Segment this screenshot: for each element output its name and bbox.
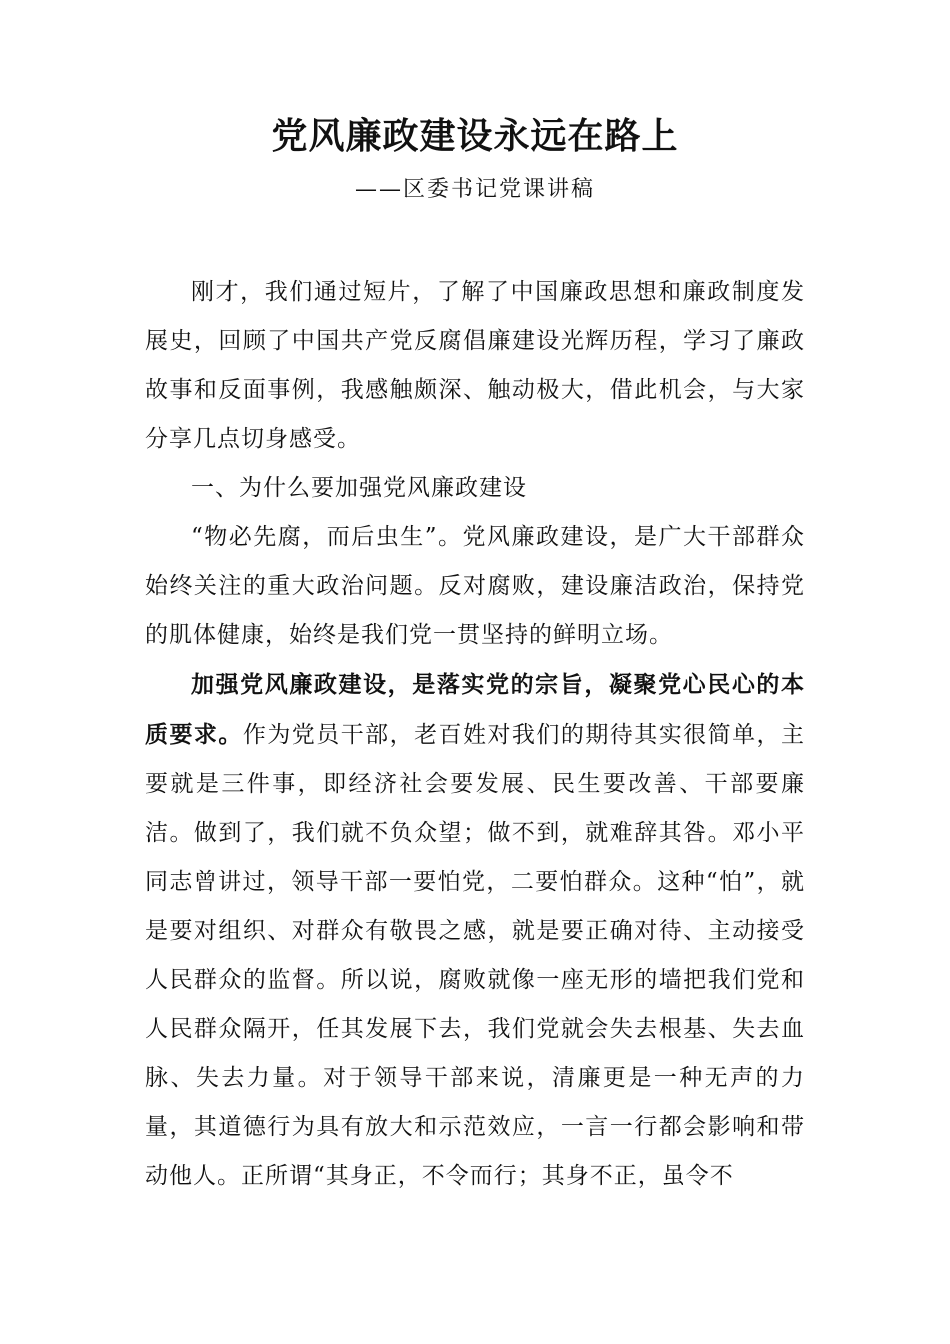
- document-subtitle: ——区委书记党课讲稿: [354, 177, 595, 202]
- paragraph-essential-requirement: [145, 660, 805, 1201]
- paragraph-lead-bold: 加强党风廉政建设，是落实党的宗旨，凝聚党心民心的本质要求。: [145, 671, 805, 748]
- paragraph-quote: “物必先腐，而后虫生”。党风廉政建设，是广大干部群众始终关注的重大政治问题。反对腐败，建设廉洁政治，保持党的肌体健康，始终是我们党一贯坚持的鲜明立场。: [145, 524, 805, 648]
- document-body: [145, 268, 805, 1201]
- paragraph-intro: 刚才，我们通过短片，了解了中国廉政思想和廉政制度发展史，回顾了中国共产党反腐倡廉建设光辉历程，学习了廉政故事和反面事例，我感触颇深、触动极大，借此机会，与大家分享几点切身感受。: [145, 279, 805, 452]
- section-heading-1: 一、为什么要加强党风廉政建设: [191, 475, 527, 501]
- document-title: 党风廉政建设永远在路上: [271, 116, 679, 157]
- paragraph-body: 作为党员干部，老百姓对我们的期待其实很简单，主要就是三件事，即经济社会要发展、民生要改善、干部要廉洁。做到了，我们就不负众望；做不到，就难辞其咎。邓小平同志曾讲过，领导干部一要怕党，二要怕群众。这种“怕”，就是要对组织、对群众有敬畏之感，就是要正确对待、主动接受人民群众的监督。所以说，腐败就像一座无形的墙把我们党和人民群众隔开，任其发展下去，我们党就会失去根基、失去血脉、失去力量。对于领导干部来说，清廉更是一种无声的力量，其道德行为具有放大和示范效应，一言一行都会影响和带动他人。正所谓“其身正，不令而行；其身不正，虽令不: [145, 722, 806, 1189]
